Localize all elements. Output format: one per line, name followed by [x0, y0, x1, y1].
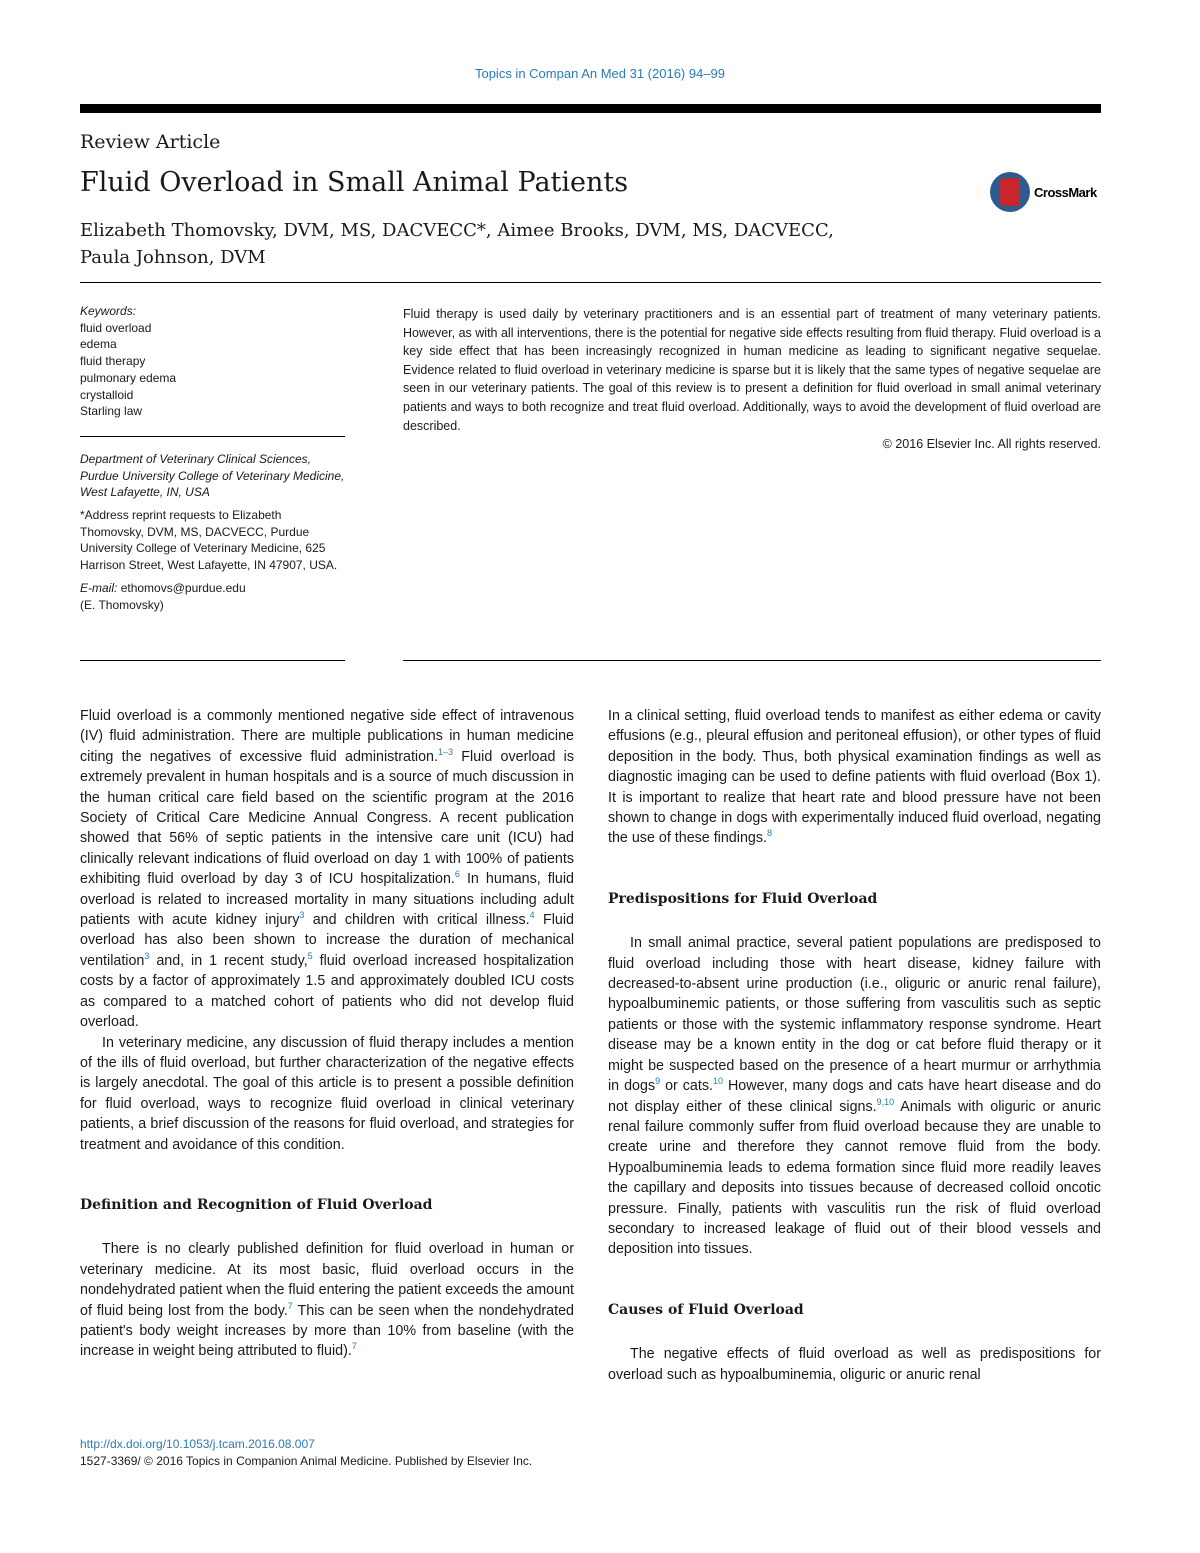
paragraph-definition: There is no clearly published definition for fluid overload in human or veterinary medicine. At its most basic, fluid overload occurs in the nondehydrated patient when the fluid entering the patient exceeds the amount of fluid being lost from the body.$^7$ This can be seen when the nondehydrated patient's body weight increases by more than 10% from baseline (with the increase in weight being attributed to fluid).$^7$	[80, 1241, 574, 1360]
citation[interactable]: 4	[529, 910, 535, 921]
citation[interactable]: 7	[351, 1341, 357, 1352]
citation[interactable]: 1–3	[437, 747, 454, 758]
body-column-right	[608, 706, 1101, 1385]
reprint-address: *Address reprint requests to Elizabeth Thomovsky, DVM, MS, DACVECC, Purdue University College of Veterinary Medicine, 625 Harrison Street, West Lafayette, IN 47907, USA.	[80, 508, 338, 573]
keyword-item: pulmonary edema	[80, 370, 177, 385]
citation[interactable]: 5	[307, 951, 313, 962]
crossmark-label: CrossMark	[1034, 185, 1097, 200]
keyword-item: fluid overload	[80, 320, 152, 335]
crossmark-icon	[990, 172, 1030, 212]
email-link[interactable]: ethomovs@purdue.edu	[120, 580, 246, 595]
contact-email	[80, 580, 345, 597]
citation[interactable]: 3	[299, 910, 305, 921]
crossmark-badge[interactable]	[990, 172, 1102, 216]
sidebar-divider	[80, 436, 345, 437]
department-affiliation: Department of Veterinary Clinical Sciences, Purdue University College of Veterinary Medicine, West Lafayette, IN, USA	[80, 451, 345, 500]
sidebar-bottom-rule	[80, 660, 345, 661]
issn-copyright: 1527-3369/ © 2016 Topics in Companion Animal Medicine. Published by Elsevier Inc.	[80, 1454, 533, 1468]
keywords-heading: Keywords:	[80, 304, 137, 318]
citation[interactable]: 7	[287, 1300, 293, 1311]
keyword-item: Starling law	[80, 404, 143, 419]
article-type: Review Article	[80, 131, 221, 153]
citation[interactable]: 10	[712, 1076, 723, 1087]
abstract-bottom-rule	[403, 660, 1101, 661]
author-list	[80, 217, 834, 271]
keyword-item: fluid therapy	[80, 354, 146, 369]
author-line-2: Paula Johnson, DVM	[80, 247, 266, 268]
abstract-text: Fluid therapy is used daily by veterinary practitioners and is an essential part of treatment of many veterinary patients. However, as with all interventions, there is the potential for negative side effects resulting from fluid therapy. Fluid overload is a key side effect that has been increasingly recognized in human medicine as leading to significant negative sequelae. Evidence related to fluid overload in veterinary medicine is sparse but it is likely that the same types of negative sequelae are seen in our veterinary patients. The goal of this review is to present a definition for fluid overload in small animal veterinary patients and ways to both recognize and treat fluid overload. Additionally, ways to avoid the development of fluid overload are described.	[403, 307, 1101, 433]
paragraph-predispositions: In small animal practice, several patient populations are predisposed to fluid overload including those with heart disease, kidney failure with decreased-to-absent urine production (i.e., oliguric or anuric renal failure), hypoalbuminemic patients, or those suffering from vasculitis such as septic patients or those with the systemic inflammatory response syndrome. Heart disease may be a known entity in the dog or cat before fluid therapy or it might be suspected based on the presence of a heart murmur or arrhythmia in dogs$^9$ or cats.$^{10}$ However, many dogs and cats have heart disease and do not display either of these clinical signs.$^{9,10}$ Animals with oliguric or anuric renal failure commonly suffer from fluid overload because they are unable to create urine and therefore they cannot remove fluid from the body. Hypoalbuminemia leads to edema formation since fluid more readily leaves the capillary and deposits into tissues because of decreased colloid oncotic pressure. Finally, patients with vasculitis run the risk of fluid overload secondary to increased leakage of fluid out of their blood vessels and deposition into tissues.	[608, 935, 1101, 1258]
email-label: E-mail:	[80, 580, 118, 595]
author-line-1: Elizabeth Thomovsky, DVM, MS, DACVECC*, Aimee Brooks, DVM, MS, DACVECC,	[80, 220, 834, 241]
citation[interactable]: 3	[144, 951, 150, 962]
keyword-item: crystalloid	[80, 387, 134, 402]
article-info-sidebar	[80, 303, 345, 613]
citation[interactable]: 9	[655, 1076, 661, 1087]
title-divider	[80, 282, 1101, 283]
abstract-copyright: © 2016 Elsevier Inc. All rights reserved.	[882, 437, 1101, 452]
citation[interactable]: 6	[454, 869, 460, 880]
header-rule	[80, 104, 1101, 113]
doi-link[interactable]: http://dx.doi.org/10.1053/j.tcam.2016.08.007	[80, 1437, 315, 1451]
journal-citation-link[interactable]: Topics in Compan An Med 31 (2016) 94–99	[474, 66, 726, 81]
section-heading-definition: Definition and Recognition of Fluid Overload	[80, 1196, 433, 1213]
paragraph-intro: Fluid overload is a commonly mentioned negative side effect of intravenous (IV) fluid administration. There are multiple publications in human medicine citing the negatives of excessive fluid administration.$^{1-3}$ Fluid overload is extremely prevalent in human hospitals and is a source of much discussion in the human critical care field based on the scientific program at the 2016 Society of Critical Care Medicine Annual Congress. A recent publication showed that 56% of septic patients in the intensive care unit (ICU) had clinically relevant indications of fluid overload on day 1 with 100% of patients exhibiting fluid overload by day 3 of ICU hospitalization.$^6$ In humans, fluid overload is related to increased mortality in many situations including adult patients with acute kidney injury$^3$ and children with critical illness.$^4$ Fluid overload has also been shown to increase the duration of mechanical ventilation$^3$ and, in 1 recent study,$^5$ fluid overload increased hospitalization costs by a factor of approximately 1.5 and approximately doubled ICU costs as compared to a matched cohort of patients who did not develop fluid overload.	[80, 708, 575, 1031]
paragraph-veterinary: In veterinary medicine, any discussion of fluid therapy includes a mention of the ills of fluid overload, but further characterization of the negative effects is largely anecdotal. The goal of this article is to present a possible definition for fluid overload, ways to recognize fluid overload in clinical veterinary patients, a brief discussion of the reasons for fluid overload, and strategies for treatment and avoidance of this condition.	[80, 1034, 574, 1153]
email-owner: (E. Thomovsky)	[80, 597, 164, 612]
paragraph-causes: The negative effects of fluid overload as well as predispositions for overload such as hypoalbuminemia, oliguric or anuric renal	[608, 1346, 1101, 1383]
article-title: Fluid Overload in Small Animal Patients	[80, 167, 629, 198]
paragraph-clinical-setting: In a clinical setting, fluid overload tends to manifest as either edema or cavity effusions (e.g., pleural effusion and peritoneal effusion), or other types of fluid deposition in the body. Thus, both physical examination findings as well as diagnostic imaging can be used to define patients with fluid overload (Box 1). It is important to realize that heart rate and blood pressure have not been shown to change in dogs with experimentally induced fluid overload, negating the use of these findings.$^8$	[608, 708, 1101, 847]
citation[interactable]: 9,10	[876, 1096, 895, 1107]
section-heading-causes: Causes of Fluid Overload	[608, 1301, 804, 1318]
body-column-left	[80, 706, 574, 1362]
abstract	[403, 305, 1101, 454]
section-heading-predispositions: Predispositions for Fluid Overload	[608, 890, 878, 907]
citation[interactable]: 8	[766, 828, 772, 839]
keyword-item: edema	[80, 337, 117, 352]
